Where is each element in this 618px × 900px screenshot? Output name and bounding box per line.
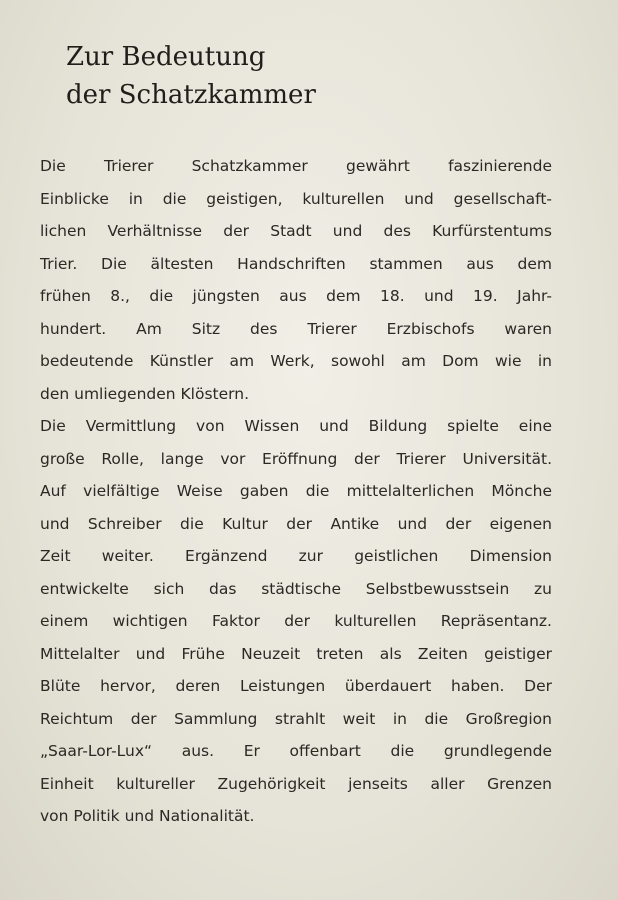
text-line: frühen 8., die jüngsten aus dem 18. und 19. Jahr-: [40, 287, 552, 305]
text-line: lichen Verhältnisse der Stadt und des Kurfürstentums: [40, 222, 552, 240]
text-line: „Saar-Lor-Lux“ aus. Er offenbart die grundlegende: [40, 742, 552, 760]
title-line-1: Zur Bedeutung: [66, 42, 266, 72]
text-line: Die Vermittlung von Wissen und Bildung spielte eine: [40, 417, 552, 435]
title-line-2: der Schatzkammer: [66, 80, 316, 110]
text-line: Auf vielfältige Weise gaben die mittelalterlichen Mönche: [40, 482, 552, 500]
text-line: von Politik und Nationalität.: [40, 807, 255, 825]
text-line: Die Trierer Schatzkammer gewährt faszinierende: [40, 157, 552, 175]
text-line: Zeit weiter. Ergänzend zur geistlichen Dimension: [40, 547, 552, 565]
text-line: einem wichtigen Faktor der kulturellen Repräsentanz.: [40, 612, 552, 630]
text-line: entwickelte sich das städtische Selbstbewusstsein zu: [40, 579, 552, 598]
page-title: [66, 38, 316, 114]
text-line: Mittelalter und Frühe Neuzeit treten als Zeiten geistiger: [40, 644, 552, 663]
text-line: und Schreiber die Kultur der Antike und der eigenen: [40, 514, 552, 533]
text-line: Einblicke in die geistigen, kulturellen und gesellschaft-: [40, 189, 552, 208]
text-line: bedeutende Künstler am Werk, sowohl am Dom wie in: [40, 352, 552, 370]
text-line: große Rolle, lange vor Eröffnung der Trierer Universität.: [40, 449, 552, 468]
text-line: Blüte hervor, deren Leistungen überdauert haben. Der: [40, 677, 552, 695]
text-line: Einheit kultureller Zugehörigkeit jenseits aller Grenzen: [40, 774, 552, 793]
text-line: hundert. Am Sitz des Trierer Erzbischofs waren: [40, 319, 552, 338]
text-line: den umliegenden Klöstern.: [40, 384, 250, 403]
text-line: Reichtum der Sammlung strahlt weit in die Großregion: [40, 709, 552, 728]
text-line: Trier. Die ältesten Handschriften stammen aus dem: [40, 254, 552, 273]
body-paragraph: [40, 150, 552, 833]
